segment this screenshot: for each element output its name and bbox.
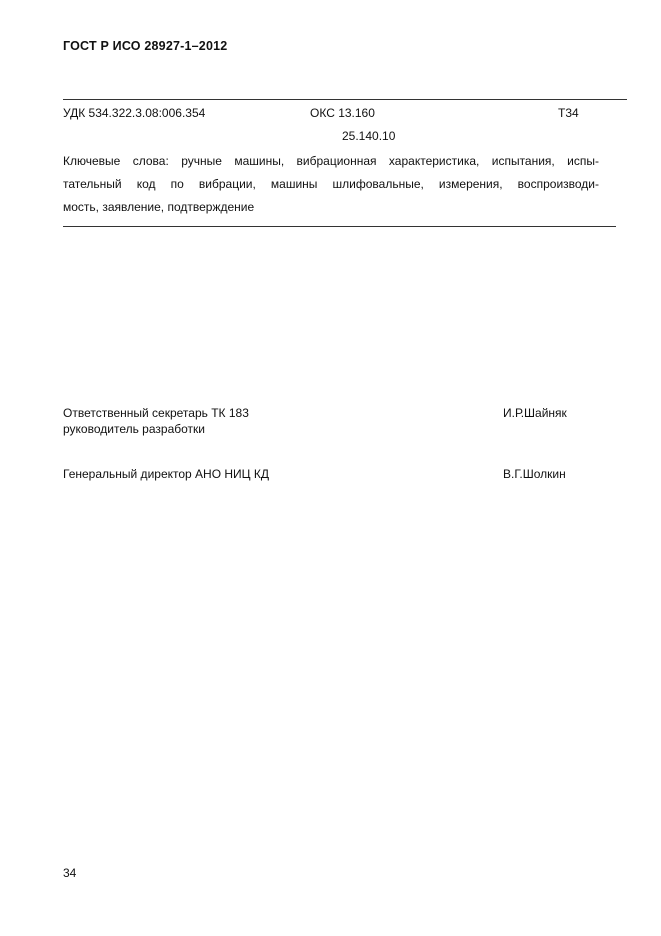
- keywords-line: Ключевые слова: ручные машины, вибрационная характеристика, испытания, испы-: [63, 154, 599, 168]
- oks-code-1: ОКС 13.160: [310, 106, 375, 120]
- signatory-1-name: И.Р.Шайняк: [503, 406, 567, 420]
- keywords-line: тательный код по вибрации, машины шлифовальные, измерения, воспроизводи-: [63, 177, 599, 191]
- keywords-block: [63, 150, 599, 219]
- top-divider: [63, 99, 627, 100]
- oks-code-2: 25.140.10: [342, 129, 396, 143]
- keywords-line: мость, заявление, подтверждение: [63, 200, 255, 214]
- signatory-1-role: Ответственный секретарь ТК 183: [63, 406, 249, 420]
- group-code: Т34: [558, 106, 579, 120]
- signatory-2-name: В.Г.Шолкин: [503, 467, 566, 481]
- page-number: 34: [63, 866, 77, 880]
- bottom-divider: [63, 226, 616, 227]
- document-header: ГОСТ Р ИСО 28927-1–2012: [63, 39, 228, 53]
- signatory-2-role: Генеральный директор АНО НИЦ КД: [63, 467, 269, 481]
- udk-code: УДК 534.322.3.08:006.354: [63, 106, 206, 120]
- signatory-1-role-line2: руководитель разработки: [63, 422, 205, 436]
